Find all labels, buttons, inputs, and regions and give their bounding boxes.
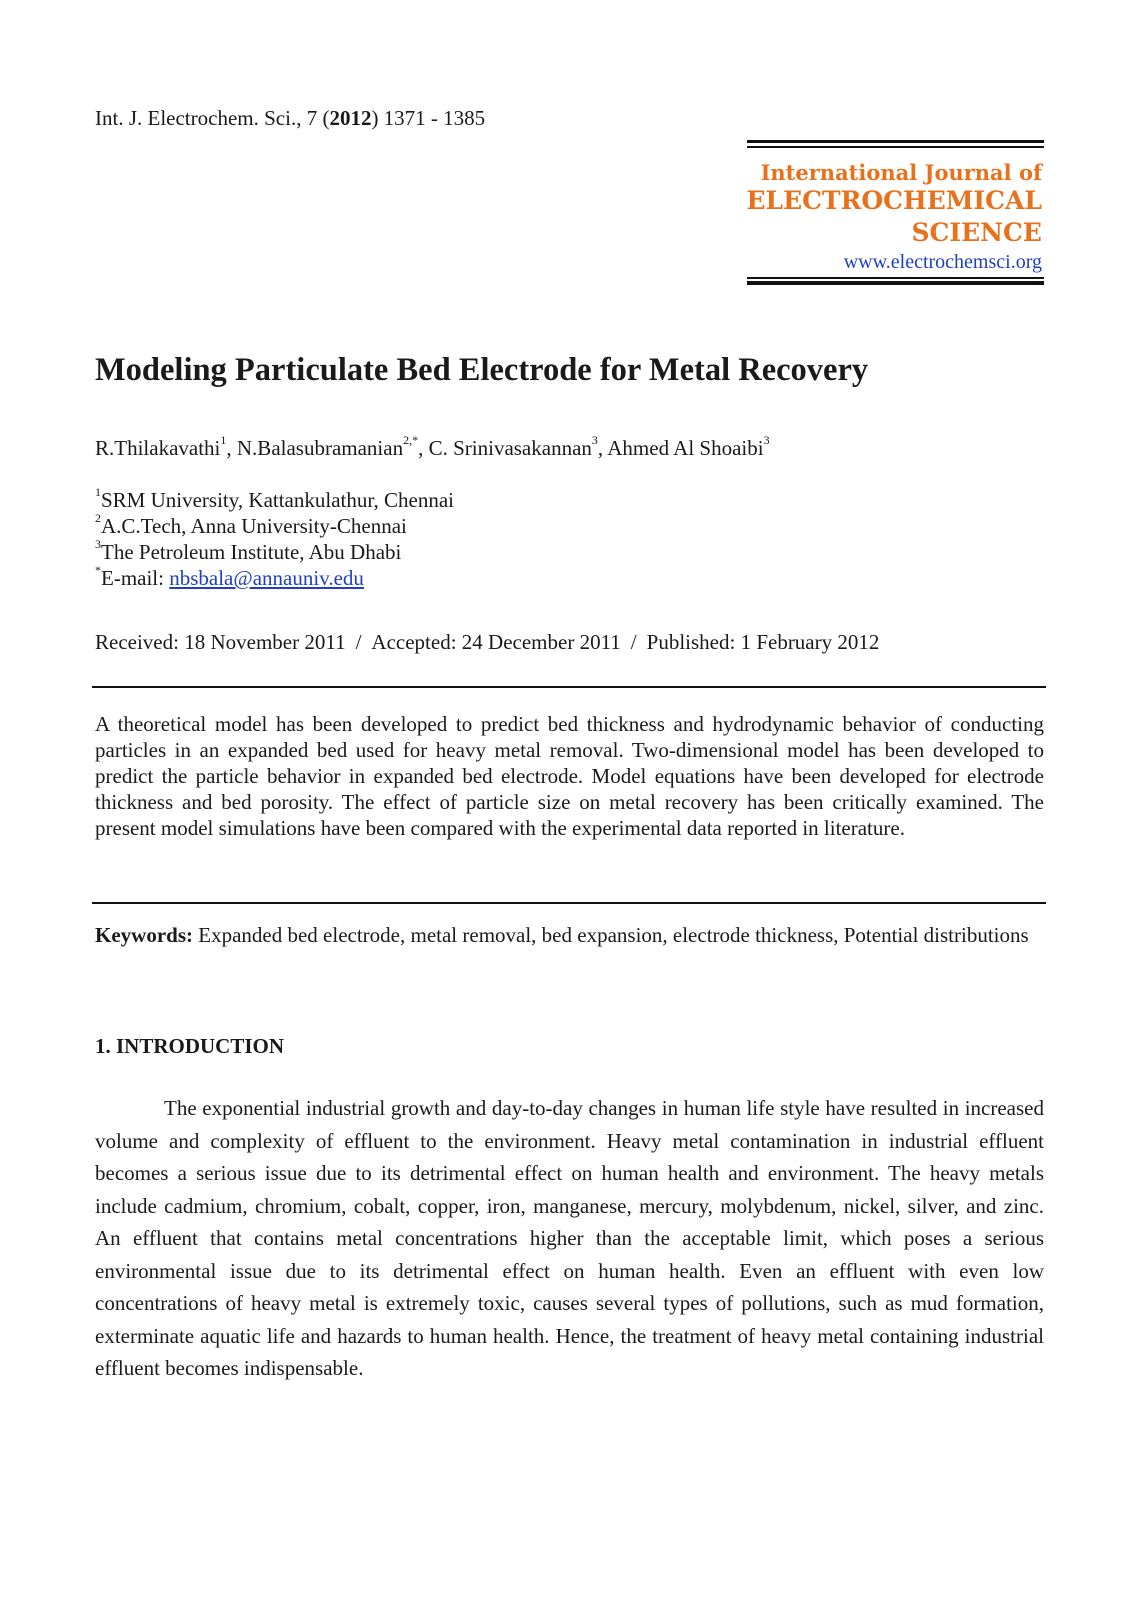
citation-pages: ) 1371 - 1385 (371, 106, 486, 130)
publication-dates (95, 630, 879, 655)
body-paragraph: The exponential industrial growth and day-to-day changes in human life style have resulted in increased volume and complexity of effluent to the environment. Heavy metal contamination in industrial effluent becomes a serious issue due to its detrimental effect on human health and environment. The heavy metals include cadmium, chromium, cobalt, copper, iron, manganese, mercury, molybdenum, nickel, silver, and zinc. An effluent that contains metal concentrations higher than the acceptable limit, which poses a serious environmental issue due to its detrimental effect on human health. Even an effluent with even low concentrations of heavy metal is extremely toxic, causes several types of pollutions, such as mud formation, exterminate aquatic life and hazards to human health. Hence, the treatment of heavy metal containing industrial effluent becomes indispensable. (95, 1096, 1044, 1380)
affiliation (95, 511, 407, 539)
affiliation-text: SRM University, Kattankulathur, Chennai (101, 488, 455, 512)
author-affiliation-marker: 3 (763, 433, 770, 447)
email-label: E-mail: (101, 566, 170, 590)
affiliation (95, 485, 455, 513)
date-separator: / (630, 630, 637, 654)
author-affiliation-marker: 3 (591, 433, 598, 447)
published-date: Published: 1 February 2012 (646, 630, 880, 654)
author-name: N.Balasubramanian (236, 436, 404, 460)
keywords-text: Expanded bed electrode, metal removal, bed expansion, electrode thickness, Potential distributions (193, 923, 1029, 947)
journal-name-line1: International Journal of (760, 160, 1042, 185)
author-list (95, 433, 770, 461)
affiliation-text: The Petroleum Institute, Abu Dhabi (101, 540, 402, 564)
accepted-date: Accepted: 24 December 2011 (371, 630, 621, 654)
journal-url-link[interactable]: www.electrochemsci.org (843, 251, 1042, 273)
logo-top-rule (747, 140, 1044, 143)
journal-name-line3: SCIENCE (911, 218, 1042, 247)
author-name: R.Thilakavathi (95, 436, 221, 460)
author-separator: , (418, 436, 429, 460)
keywords-label: Keywords: (95, 923, 193, 947)
corresponding-marker: * (95, 563, 101, 577)
received-date: Received: 18 November 2011 (95, 630, 346, 654)
journal-logo (747, 140, 1044, 286)
date-separator: / (355, 630, 362, 654)
citation-year: 2012 (329, 106, 372, 130)
affiliation-marker: 1 (95, 485, 101, 499)
logo-bottom-rule (747, 281, 1044, 285)
affiliation-marker: 2 (95, 511, 101, 525)
author-affiliation-marker: 2,* (403, 433, 419, 447)
section-heading: 1. INTRODUCTION (95, 1034, 285, 1058)
paper-title: Modeling Particulate Bed Electrode for Metal Recovery (95, 352, 869, 388)
logo-top-rule-thin (747, 146, 1044, 148)
abstract-top-rule (92, 686, 1046, 688)
affiliation-marker: 3 (95, 537, 101, 551)
journal-citation (95, 106, 485, 131)
author-affiliation-marker: 1 (220, 433, 227, 447)
abstract-bottom-rule (92, 902, 1046, 904)
author-name: C. Srinivasakannan (428, 436, 592, 460)
affiliation-text: A.C.Tech, Anna University-Chennai (101, 514, 407, 538)
citation-journal: Int. J. Electrochem. Sci., 7 ( (95, 106, 330, 130)
keywords (95, 922, 1044, 948)
abstract: A theoretical model has been developed to predict bed thickness and hydrodynamic behavior of conducting particles in an expanded bed used for heavy metal removal. Two-dimensional model has been developed to predict the particle behavior in expanded bed electrode. Model equations have been developed for electrode thickness and bed porosity. The effect of particle size on metal recovery has been critically examined. The present model simulations have been compared with the experimental data reported in literature. (95, 712, 1044, 840)
corresponding-email (95, 563, 364, 591)
journal-name-line2: ELECTROCHEMICAL (746, 186, 1042, 215)
author-separator: , (226, 436, 237, 460)
email-link[interactable]: nbsbala@annauniv.edu (169, 566, 364, 590)
author-name: Ahmed Al Shoaibi (607, 436, 764, 460)
author-separator: , (597, 436, 608, 460)
logo-bottom-rule-thin (747, 277, 1044, 279)
affiliation (95, 537, 402, 565)
